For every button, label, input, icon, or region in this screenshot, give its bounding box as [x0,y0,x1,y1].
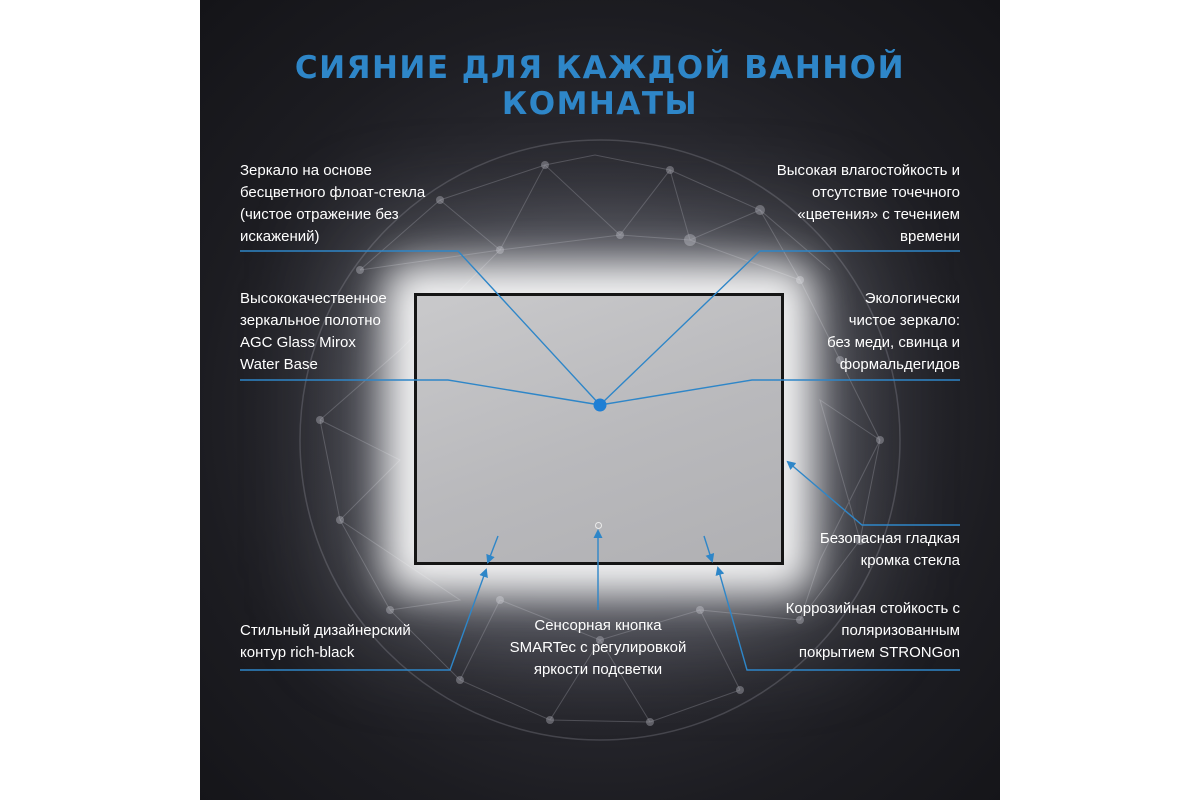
feature-agc [240,288,387,376]
feature-line: без меди, свинца и [827,334,960,351]
feature-line: зеркальное полотно [240,312,381,329]
feature-line: «цветения» с течением [797,206,960,223]
feature-line: покрытием STRONGon [798,644,960,661]
feature-line: Высококачественное [240,290,387,307]
feature-line: Коррозийная стойкость с [785,600,960,617]
feature-line: SMARTec с регулировкой [509,639,687,656]
feature-line: времени [900,228,960,245]
feature-line: кромка стекла [860,552,960,569]
feature-eco [827,288,960,376]
feature-line: искажений) [240,228,320,245]
feature-line: Стильный дизайнерский [240,622,411,639]
feature-edge [820,528,960,572]
feature-line: Экологически [864,290,960,307]
feature-line: формальдегидов [839,356,960,373]
feature-line: чистое зеркало: [848,312,960,329]
feature-line: Water Base [240,356,318,373]
feature-line: поляризованным [841,622,960,639]
feature-contour [240,620,411,664]
touch-button-icon [595,522,602,529]
feature-line: (чистое отражение без [240,206,399,223]
infographic-canvas [200,0,1000,800]
feature-line: яркости подсветки [533,661,663,678]
feature-line: Безопасная гладкая [819,530,960,547]
page-title: СИЯНИЕ ДЛЯ КАЖДОЙ ВАННОЙ КОМНАТЫ [294,50,906,122]
feature-line: бесцветного флоат-стекла [240,184,426,201]
feature-line: Высокая влагостойкость и [776,162,960,179]
feature-touch [480,615,716,681]
feature-line: отсутствие точечного [812,184,960,201]
feature-line: AGC Glass Mirox [240,334,356,351]
feature-line: Зеркало на основе [240,162,372,179]
feature-moisture [777,160,960,248]
feature-float-glass [240,160,425,248]
feature-line: Сенсорная кнопка [534,617,662,634]
feature-corrosion [786,598,960,664]
feature-line: контур rich-black [240,644,355,661]
